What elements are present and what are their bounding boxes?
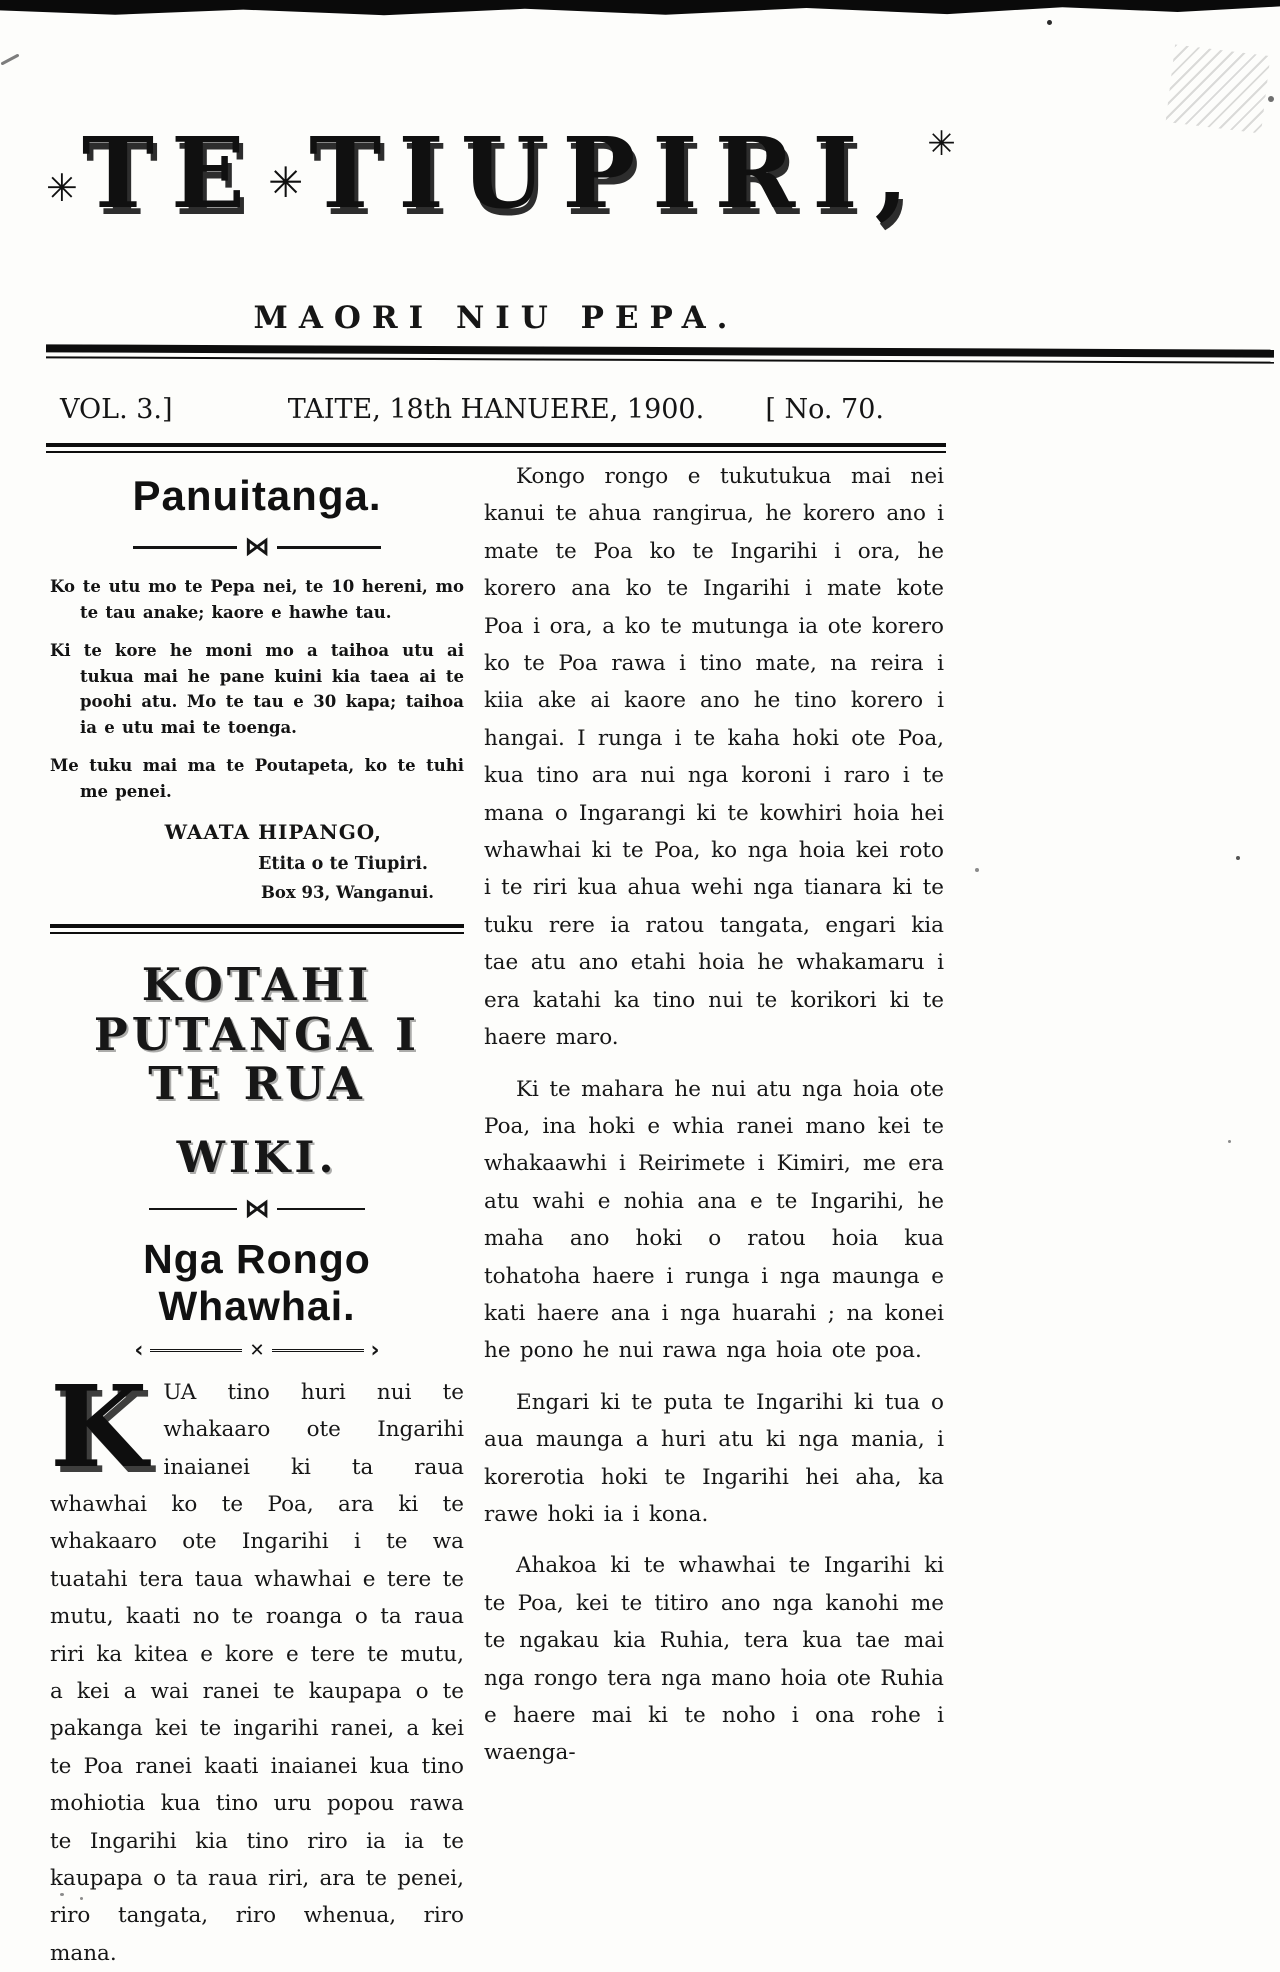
divider-line	[149, 1208, 237, 1210]
divider-line	[272, 1349, 364, 1352]
volume-label: VOL. 3.]	[60, 394, 173, 425]
scan-speck	[1268, 96, 1274, 102]
news-paragraph: Ki te mahara he nui atu nga hoia ote Poa, ina hoki e whia ranei mano kei te whakaawhi i Reirimete i Kimiri, me era atu wahi e nohia ana e te Ingarihi, he maha ano hoki o ratou hoia kua tohatoha haere i runga i nga maunga e kati haere ana i nga huarahi ; na konei he pono he nui rawa nga hoia ote poa.	[484, 1076, 944, 1364]
chevron-left-icon: ‹	[134, 1337, 144, 1363]
news-paragraph: Kongo rongo e tukutukua mai nei kanui te ahua rangirua, he korero ano i mate te Poa ko te Ingarihi i ora, he korero ana ko te Ingarihi i mate kote Poa i ora, a ko te mutunga ia ote korero ko te Poa rawa i tino mate, na reira i kiia ake ai kaore ano he tino korero i hangai. I runga i te kaha hoki ote Poa, kua tino ara nui nga koroni i raro i te mana o Ingarangi ki te kowhiri hoia hei whawhai ki te Poa, ko nga hoia kei roto i te riri kua ahua wehi nga tianara ki te tuku rere ia ratou tangata, engari kia tae atu ano etahi hoia he whakamaru i era katahi ka tino nui te korikori ki te haere maro.	[484, 464, 944, 1051]
news-paragraph: Ahakoa ki te whawhai te Ingarihi ki te Poa, kei te titiro ano nga kanohi me te ngakau kia Ruhia, tera kua tae mai nga rongo tera nga mano hoia ote Ruhia e haere mai ki te noho i ona rohe i waenga-	[484, 1553, 944, 1766]
masthead-rule-thin	[46, 356, 1274, 363]
right-column	[484, 458, 944, 1786]
masthead-title-word2: TIUPIRI,	[309, 116, 926, 230]
scan-speck	[1228, 1140, 1231, 1143]
date-label: TAITE, 18th HANUERE, 1900.	[287, 394, 705, 425]
editor-name: WAATA HIPANGO,	[164, 820, 382, 844]
scan-speck	[975, 868, 979, 872]
issue-frequency-heading-line1: KOTAHI PUTANGA I TE RUA	[93, 958, 421, 1110]
war-news-paragraph	[50, 1361, 464, 1972]
scan-speck	[1236, 856, 1240, 860]
masthead-rule-thick	[46, 344, 1274, 357]
issue-frequency-heading-line2: WIKI.	[176, 1132, 338, 1183]
column-rule	[50, 924, 464, 934]
payment-notice: Ki te kore he moni mo a taihoa utu ai tukua mai he pane kuini kia taea ai te poohi atu. Mo te tau e 30 kapa; taihoa ia e utu mai te toenga.	[50, 641, 464, 737]
masthead-star-icon: ✳	[46, 166, 78, 210]
dateline-rule-thin	[46, 451, 946, 453]
scan-smudge	[1166, 44, 1271, 133]
issue-number-label: [ No. 70.	[765, 394, 884, 425]
section-divider	[50, 1193, 464, 1224]
masthead-star-icon: ✳	[927, 124, 956, 164]
masthead-star-icon: ✳	[267, 158, 304, 207]
subscription-notice: Ko te utu mo te Pepa nei, te 10 hereni, mo te tau anake; kaore e hawhe tau.	[50, 577, 464, 622]
war-news-body-text: UA tino huri nui te whakaaro ote Ingarihi inaianei ki ta raua whawhai ko te Poa, ara ki te whakaaro ote Ingarihi i te wa tuatahi tera taua whawhai e tere te mutu, kaati no te roanga o ta raua riri ka kitea e kore e tere te mutu, a kei a wai ranei te kaupapa o te pakanga kei te ingarihi ranei, a kei te Poa ranei kaati inaianei kua tino mohiotia kua tino uru popou rawa te Ingarihi kia tino riro ia ia te kaupapa o ta raua riri, ara te penei, riro tangata, riro whenua, riro mana.	[50, 1379, 464, 1966]
chevron-right-icon: ›	[370, 1337, 380, 1363]
rule-thin	[50, 932, 464, 934]
panuitanga-heading: Panuitanga.	[132, 472, 382, 519]
scan-mark	[0, 53, 19, 65]
editor-signature	[50, 820, 464, 902]
war-news-heading: Nga Rongo Whawhai.	[143, 1235, 371, 1329]
news-paragraph: Engari ki te puta te Ingarihi ki tua o aua maunga a huri atu ki nga mania, i korerotia hoki te Ingarihi hei aha, ka rawe hoki ia i kona.	[484, 1389, 944, 1527]
masthead-title-word1: TE	[81, 116, 262, 230]
editor-address: Box 93, Wanganui.	[260, 883, 434, 902]
knot-ornament-icon: ⋈	[244, 1193, 270, 1224]
dateline-rule-thick	[46, 443, 946, 447]
dateline	[46, 394, 946, 434]
section-divider	[50, 534, 464, 560]
divider-line	[133, 546, 237, 549]
divider-line	[150, 1349, 242, 1352]
masthead-subtitle: MAORI NIU PEPA.	[253, 300, 739, 336]
rule-thick	[50, 924, 464, 928]
masthead	[46, 116, 956, 230]
divider-line	[277, 546, 381, 549]
postal-notice: Me tuku mai ma te Poutapeta, ko te tuhi me penei.	[50, 756, 464, 801]
scan-speck	[1047, 20, 1052, 25]
left-column	[50, 466, 464, 1972]
knot-ornament-icon: ⋈	[244, 532, 270, 562]
dropcap-letter: K	[50, 1361, 148, 1493]
editor-title: Etita o te Tiupiri.	[258, 854, 428, 874]
scan-edge-band	[0, 0, 1280, 16]
cross-ornament-icon: ✕	[249, 1339, 265, 1361]
section-divider-arrows	[50, 1337, 464, 1363]
divider-line	[277, 1208, 365, 1210]
